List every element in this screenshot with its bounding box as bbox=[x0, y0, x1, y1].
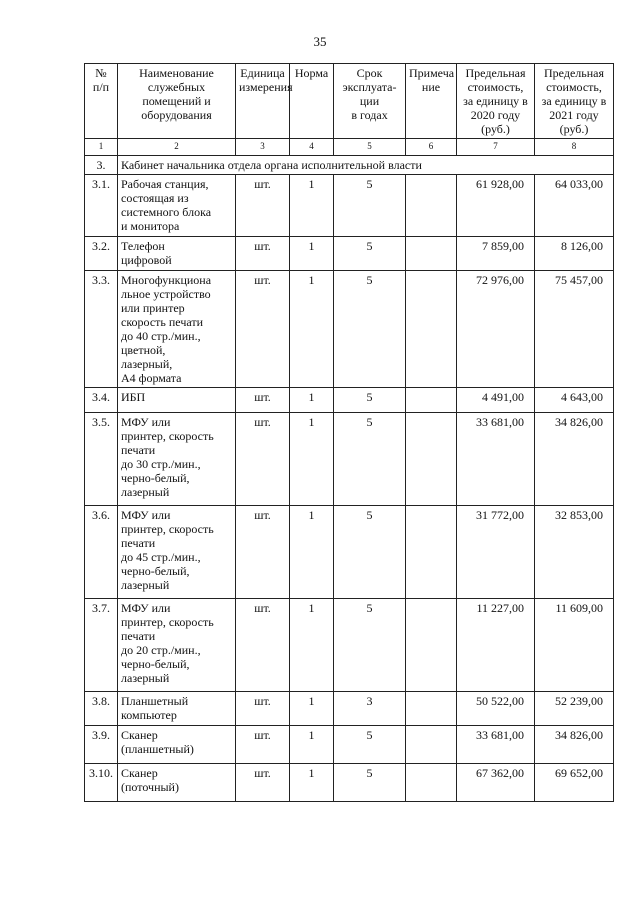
row-number: 3.8. bbox=[85, 692, 118, 726]
unit-cell: шт. bbox=[236, 237, 290, 271]
table-row bbox=[85, 692, 614, 726]
unit-cell: шт. bbox=[236, 506, 290, 599]
price-2020-cell: 61 928,00 bbox=[457, 175, 535, 237]
equipment-table bbox=[84, 63, 614, 802]
term-cell: 5 bbox=[334, 506, 406, 599]
unit-cell: шт. bbox=[236, 388, 290, 413]
row-number: 3.10. bbox=[85, 764, 118, 802]
row-number: 3.7. bbox=[85, 599, 118, 692]
norm-cell: 1 bbox=[290, 726, 334, 764]
price-2021-cell: 52 239,00 bbox=[535, 692, 614, 726]
term-cell: 5 bbox=[334, 413, 406, 506]
norm-cell: 1 bbox=[290, 237, 334, 271]
term-cell: 3 bbox=[334, 692, 406, 726]
section-number: 3. bbox=[85, 156, 118, 175]
price-2020-cell: 11 227,00 bbox=[457, 599, 535, 692]
term-cell: 5 bbox=[334, 599, 406, 692]
price-2021-cell: 11 609,00 bbox=[535, 599, 614, 692]
note-cell bbox=[406, 764, 457, 802]
column-number: 5 bbox=[334, 139, 406, 156]
unit-cell: шт. bbox=[236, 726, 290, 764]
row-number: 3.1. bbox=[85, 175, 118, 237]
table-row bbox=[85, 726, 614, 764]
norm-cell: 1 bbox=[290, 764, 334, 802]
column-number: 1 bbox=[85, 139, 118, 156]
price-2020-cell: 67 362,00 bbox=[457, 764, 535, 802]
item-name: ИБП bbox=[118, 388, 236, 413]
table-row bbox=[85, 388, 614, 413]
row-number: 3.2. bbox=[85, 237, 118, 271]
note-cell bbox=[406, 413, 457, 506]
note-cell bbox=[406, 237, 457, 271]
header-cell: Предельная стоимость, за единицу в 2021 году (руб.) bbox=[535, 64, 614, 139]
column-number: 7 bbox=[457, 139, 535, 156]
column-number: 6 bbox=[406, 139, 457, 156]
norm-cell: 1 bbox=[290, 388, 334, 413]
column-number: 3 bbox=[236, 139, 290, 156]
column-numbers-row bbox=[85, 139, 614, 156]
header-cell: Предельная стоимость, за единицу в 2020 году (руб.) bbox=[457, 64, 535, 139]
price-2020-cell: 31 772,00 bbox=[457, 506, 535, 599]
term-cell: 5 bbox=[334, 726, 406, 764]
price-2020-cell: 50 522,00 bbox=[457, 692, 535, 726]
price-2021-cell: 75 457,00 bbox=[535, 271, 614, 388]
norm-cell: 1 bbox=[290, 599, 334, 692]
header-cell: Наименование служебных помещений и оборудования bbox=[118, 64, 236, 139]
header-cell: Единица измерения bbox=[236, 64, 290, 139]
unit-cell: шт. bbox=[236, 413, 290, 506]
table-row bbox=[85, 506, 614, 599]
item-name: Сканер (планшетный) bbox=[118, 726, 236, 764]
price-2020-cell: 4 491,00 bbox=[457, 388, 535, 413]
unit-cell: шт. bbox=[236, 271, 290, 388]
term-cell: 5 bbox=[334, 271, 406, 388]
table-row bbox=[85, 764, 614, 802]
table-row bbox=[85, 599, 614, 692]
item-name: Рабочая станция, состоящая из системного блока и монитора bbox=[118, 175, 236, 237]
price-2021-cell: 69 652,00 bbox=[535, 764, 614, 802]
note-cell bbox=[406, 271, 457, 388]
page-number: 35 bbox=[313, 34, 327, 49]
header-cell: Примеча ние bbox=[406, 64, 457, 139]
row-number: 3.4. bbox=[85, 388, 118, 413]
note-cell bbox=[406, 692, 457, 726]
item-name: Телефон цифровой bbox=[118, 237, 236, 271]
section-title: Кабинет начальника отдела органа исполнительной власти bbox=[118, 156, 614, 175]
price-2021-cell: 34 826,00 bbox=[535, 726, 614, 764]
header-cell: Срок эксплуата- ции в годах bbox=[334, 64, 406, 139]
unit-cell: шт. bbox=[236, 175, 290, 237]
section-row bbox=[85, 156, 614, 175]
item-name: МФУ или принтер, скорость печати до 20 стр./мин., черно-белый, лазерный bbox=[118, 599, 236, 692]
norm-cell: 1 bbox=[290, 692, 334, 726]
note-cell bbox=[406, 388, 457, 413]
item-name: Сканер (поточный) bbox=[118, 764, 236, 802]
price-2021-cell: 32 853,00 bbox=[535, 506, 614, 599]
note-cell bbox=[406, 175, 457, 237]
table-row bbox=[85, 175, 614, 237]
unit-cell: шт. bbox=[236, 692, 290, 726]
norm-cell: 1 bbox=[290, 506, 334, 599]
note-cell bbox=[406, 726, 457, 764]
unit-cell: шт. bbox=[236, 764, 290, 802]
table-row bbox=[85, 271, 614, 388]
table-row bbox=[85, 413, 614, 506]
column-number: 2 bbox=[118, 139, 236, 156]
norm-cell: 1 bbox=[290, 413, 334, 506]
note-cell bbox=[406, 506, 457, 599]
row-number: 3.6. bbox=[85, 506, 118, 599]
price-2020-cell: 72 976,00 bbox=[457, 271, 535, 388]
row-number: 3.5. bbox=[85, 413, 118, 506]
price-2021-cell: 8 126,00 bbox=[535, 237, 614, 271]
term-cell: 5 bbox=[334, 237, 406, 271]
price-2020-cell: 33 681,00 bbox=[457, 726, 535, 764]
row-number: 3.3. bbox=[85, 271, 118, 388]
column-number: 8 bbox=[535, 139, 614, 156]
norm-cell: 1 bbox=[290, 175, 334, 237]
header-row bbox=[85, 64, 614, 139]
price-2021-cell: 64 033,00 bbox=[535, 175, 614, 237]
price-2021-cell: 4 643,00 bbox=[535, 388, 614, 413]
price-2020-cell: 7 859,00 bbox=[457, 237, 535, 271]
note-cell bbox=[406, 599, 457, 692]
table-row bbox=[85, 237, 614, 271]
row-number: 3.9. bbox=[85, 726, 118, 764]
price-2021-cell: 34 826,00 bbox=[535, 413, 614, 506]
norm-cell: 1 bbox=[290, 271, 334, 388]
unit-cell: шт. bbox=[236, 599, 290, 692]
item-name: МФУ или принтер, скорость печати до 45 стр./мин., черно-белый, лазерный bbox=[118, 506, 236, 599]
header-cell: № п/п bbox=[85, 64, 118, 139]
table-body bbox=[85, 139, 614, 802]
item-name: Планшетный компьютер bbox=[118, 692, 236, 726]
item-name: Многофункциона льное устройство или принтер скорость печати до 40 стр./мин., цветной, лазерный, А4 формата bbox=[118, 271, 236, 388]
price-2020-cell: 33 681,00 bbox=[457, 413, 535, 506]
item-name: МФУ или принтер, скорость печати до 30 стр./мин., черно-белый, лазерный bbox=[118, 413, 236, 506]
term-cell: 5 bbox=[334, 388, 406, 413]
header-cell: Норма bbox=[290, 64, 334, 139]
column-number: 4 bbox=[290, 139, 334, 156]
term-cell: 5 bbox=[334, 764, 406, 802]
term-cell: 5 bbox=[334, 175, 406, 237]
